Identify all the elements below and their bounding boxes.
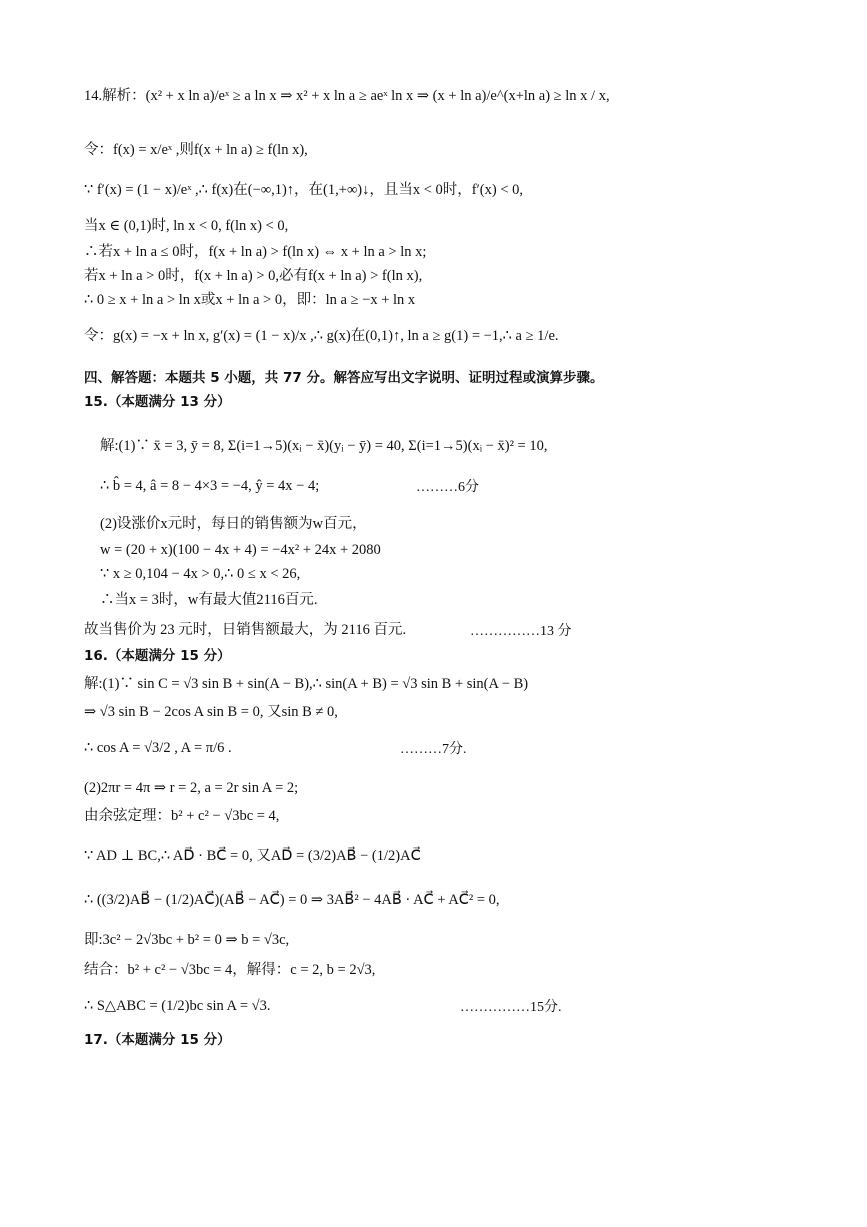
q15-score-mark-2: ……………13 分 (470, 624, 572, 639)
q14-line-8: 令：g(x) = −x + ln x, g′(x) = (1 − x)/x ,∴ g(x)在(0,1)↑, ln a ≥ g(1) = −1,∴ a ≥ 1/e. (84, 328, 559, 344)
q16-line-8: 即:3c² − 2√3bc + b² = 0 ⇒ b = √3c, (84, 932, 290, 948)
q14-line-2: 令：f(x) = x/eˣ ,则f(x + ln a) ≥ f(ln x), (84, 142, 308, 158)
q14-line-5: ∴若x + ln a ≤ 0时，f(x + ln a) > f(ln x) ⇔ x + ln a > ln x; (84, 244, 427, 260)
q16-line-4: (2)2πr = 4π ⇒ r = 2, a = 2r sin A = 2; (84, 780, 299, 796)
q16-line-1: 解:(1)∵ sin C = √3 sin B + sin(A − B),∴ sin(A + B) = √3 sin B + sin(A − B) (84, 676, 529, 692)
q16-line-10: ∴ S△ABC = (1/2)bc sin A = √3. (84, 998, 271, 1014)
q16-line-9: 结合：b² + c² − √3bc = 4，解得：c = 2, b = 2√3, (84, 962, 376, 978)
q15-line-6: ∴当x = 3时，w有最大值2116百元. (100, 592, 318, 608)
q16-line-6: ∵ AD ⊥ BC,∴ AD⃗ · BC⃗ = 0, 又AD⃗ = (3/2)AB⃗ − (1/2)AC⃗ (84, 848, 421, 864)
q15-line-2: ∴ b̂ = 4, â = 8 − 4×3 = −4, ŷ = 4x − 4; (100, 478, 320, 494)
q15-heading: 15.（本题满分 13 分） (84, 394, 231, 410)
q15-score-mark-1: ………6分 (416, 480, 479, 495)
q15-line-7: 故当售价为 23 元时，日销售额最大，为 2116 百元. (84, 622, 407, 638)
q16-heading: 16.（本题满分 15 分） (84, 648, 231, 664)
q17-heading: 17.（本题满分 15 分） (84, 1032, 231, 1048)
q15-line-4: w = (20 + x)(100 − 4x + 4) = −4x² + 24x + 2080 (100, 542, 381, 558)
q16-line-2: ⇒ √3 sin B − 2cos A sin B = 0, 又sin B ≠ 0, (84, 704, 338, 720)
q14-line-7: ∴ 0 ≥ x + ln a > ln x或x + ln a > 0，即：ln a ≥ −x + ln x (84, 292, 416, 308)
q15-line-3: (2)设涨价x元时，每日的销售额为w百元， (100, 516, 367, 532)
q16-line-3: ∴ cos A = √3/2 , A = π/6 . (84, 740, 232, 756)
q16-line-7: ∴ ((3/2)AB⃗ − (1/2)AC⃗)(AB⃗ − AC⃗) = 0 ⇒ 3AB⃗² − 4AB⃗ · AC⃗ + AC⃗² = 0, (84, 892, 500, 908)
section-4-heading: 四、解答题：本题共 5 小题，共 77 分。解答应写出文字说明、证明过程或演算步骤。 (84, 370, 604, 386)
q14-line-4: 当x ∈ (0,1)时, ln x < 0, f(ln x) < 0, (84, 218, 289, 234)
q14-line-1: 14.解析：(x² + x ln a)/eˣ ≥ a ln x ⇒ x² + x ln a ≥ aeˣ ln x ⇒ (x + ln a)/e^(x+ln a) ≥ ln x / x, (84, 88, 610, 104)
q15-line-1: 解:(1)∵ x̄ = 3, ȳ = 8, Σ(i=1→5)(xᵢ − x̄)(yᵢ − ȳ) = 40, Σ(i=1→5)(xᵢ − x̄)² = 10, (100, 438, 548, 454)
q14-line-6: 若x + ln a > 0时，f(x + ln a) > 0,必有f(x + ln a) > f(ln x), (84, 268, 423, 284)
q15-line-5: ∵ x ≥ 0,104 − 4x > 0,∴ 0 ≤ x < 26, (100, 566, 301, 582)
q16-score-mark-1: ………7分. (400, 742, 467, 757)
q16-score-mark-2: ……………15分. (460, 1000, 562, 1015)
q14-line-3: ∵ f′(x) = (1 − x)/eˣ ,∴ f(x)在(−∞,1)↑，在(1,+∞)↓，且当x < 0时，f′(x) < 0, (84, 182, 523, 198)
q16-line-5: 由余弦定理：b² + c² − √3bc = 4, (84, 808, 280, 824)
